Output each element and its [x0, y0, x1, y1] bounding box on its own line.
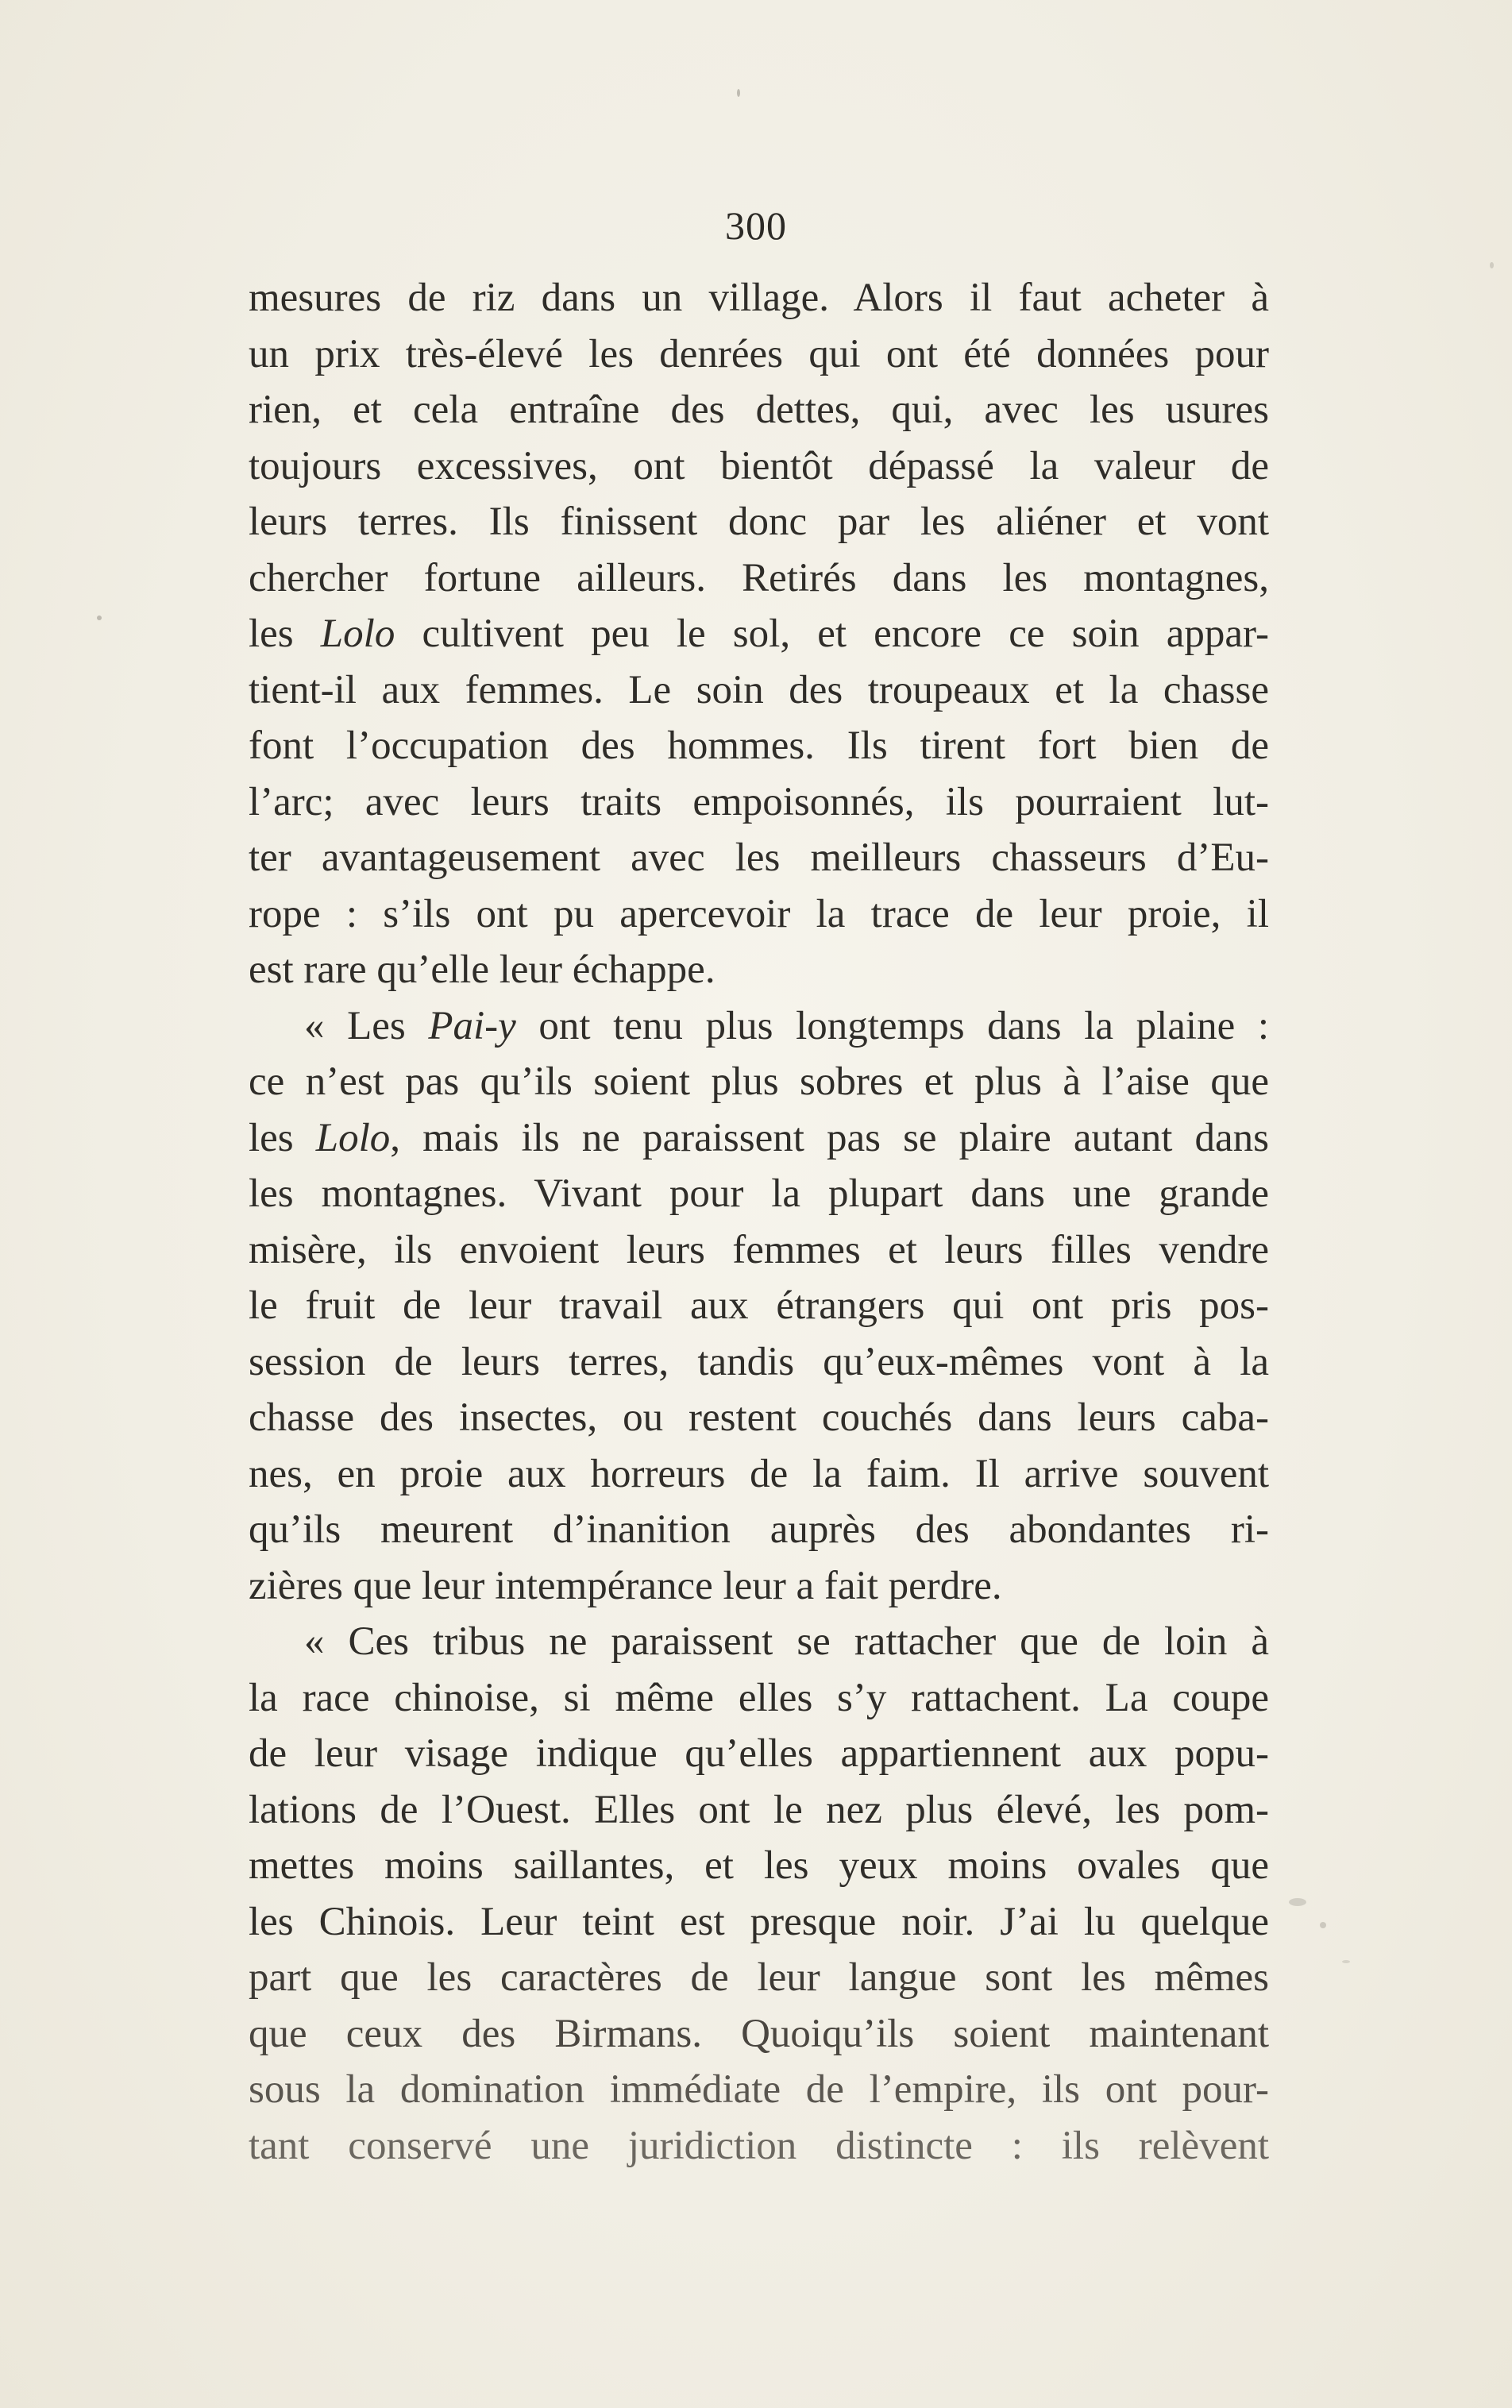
- text-line: chercher fortune ailleurs. Retirés dans les montagnes,: [249, 555, 1269, 600]
- page-number: 300: [725, 203, 787, 248]
- scan-speck: [1490, 262, 1494, 268]
- text-line: un prix très-élevé les denrées qui ont été données pour: [249, 331, 1269, 376]
- text-line: mesures de riz dans un village. Alors il faut acheter à: [249, 276, 1269, 320]
- text-line: tant conservé une juridiction distincte : ils relèvent: [249, 2123, 1269, 2168]
- text-line: lations de l’Ouest. Elles ont le nez plus élevé, les pom-: [249, 1787, 1269, 1832]
- italic-term: Lolo: [315, 1115, 391, 1160]
- text-line: rope : s’ils ont pu apercevoir la trace de leur proie, il: [249, 891, 1269, 936]
- italic-term: Pai-y: [428, 1003, 516, 1048]
- text-line: [249, 998, 1269, 1055]
- text-segment: cultivent peu le sol, et encore ce soin appar-: [395, 612, 1269, 656]
- text-line: toujours excessives, ont bientôt dépassé la valeur de: [249, 443, 1269, 488]
- text-line: le fruit de leur travail aux étrangers qui ont pris pos-: [249, 1283, 1269, 1328]
- text-line: qu’ils meurent d’inanition auprès des abondantes ri-: [249, 1507, 1269, 1552]
- text-line: misère, ils envoient leurs femmes et leurs filles vendre: [249, 1227, 1269, 1272]
- text-segment: ont tenu plus longtemps dans la plaine :: [515, 1003, 1269, 1048]
- text-line: ce n’est pas qu’ils soient plus sobres et plus à l’aise que: [249, 1059, 1269, 1104]
- text-line: sous la domination immédiate de l’empire, ils ont pour-: [249, 2067, 1269, 2112]
- text-line: part que les caractères de leur langue sont les mêmes: [249, 1955, 1269, 2000]
- text-line: les montagnes. Vivant pour la plupart dans une grande: [249, 1171, 1269, 1216]
- text-line: la race chinoise, si même elles s’y rattachent. La coupe: [249, 1675, 1269, 1720]
- text-line: zières que leur intempérance leur a fait perdre.: [249, 1563, 1002, 1608]
- text-segment: les: [249, 1115, 316, 1160]
- text-segment: , mais ils ne paraissent pas se plaire autant dans: [390, 1115, 1269, 1160]
- text-line: mettes moins saillantes, et les yeux moins ovales que: [249, 1843, 1269, 1888]
- scan-speck: [1289, 1898, 1306, 1906]
- text-line: de leur visage indique qu’elles appartiennent aux popu-: [249, 1731, 1269, 1776]
- text-line: rien, et cela entraîne des dettes, qui, avec les usures: [249, 388, 1269, 432]
- scan-speck: [737, 89, 740, 97]
- body-text: [249, 270, 1269, 2174]
- text-segment: « Les: [304, 1003, 429, 1048]
- text-line: font l’occupation des hommes. Ils tirent fort bien de: [249, 724, 1269, 768]
- text-line: est rare qu’elle leur échappe.: [249, 947, 716, 992]
- italic-term: Lolo: [320, 612, 395, 656]
- text-line: « Ces tribus ne paraissent se rattacher que de loin à: [304, 1619, 1269, 1664]
- text-line: [249, 1110, 1269, 1167]
- text-line: les Chinois. Leur teint est presque noir. J’ai lu quelque: [249, 1899, 1269, 1944]
- text-line: leurs terres. Ils finissent donc par les aliéner et vont: [249, 500, 1269, 544]
- text-line: ter avantageusement avec les meilleurs chasseurs d’Eu-: [249, 835, 1269, 880]
- scan-speck: [1342, 1960, 1350, 1963]
- text-line: nes, en proie aux horreurs de la faim. Il arrive souvent: [249, 1451, 1269, 1496]
- text-segment: les: [249, 612, 321, 656]
- text-line: session de leurs terres, tandis qu’eux-mêmes vont à la: [249, 1339, 1269, 1384]
- text-line: tient-il aux femmes. Le soin des troupeaux et la chasse: [249, 667, 1269, 712]
- text-line: [249, 606, 1269, 662]
- text-line: chasse des insectes, ou restent couchés dans leurs caba-: [249, 1395, 1269, 1440]
- scan-speck: [1320, 1922, 1326, 1928]
- text-line: l’arc; avec leurs traits empoisonnés, ils pourraient lut-: [249, 779, 1269, 824]
- text-line: que ceux des Birmans. Quoiqu’ils soient maintenant: [249, 2011, 1269, 2056]
- scan-speck: [97, 616, 102, 620]
